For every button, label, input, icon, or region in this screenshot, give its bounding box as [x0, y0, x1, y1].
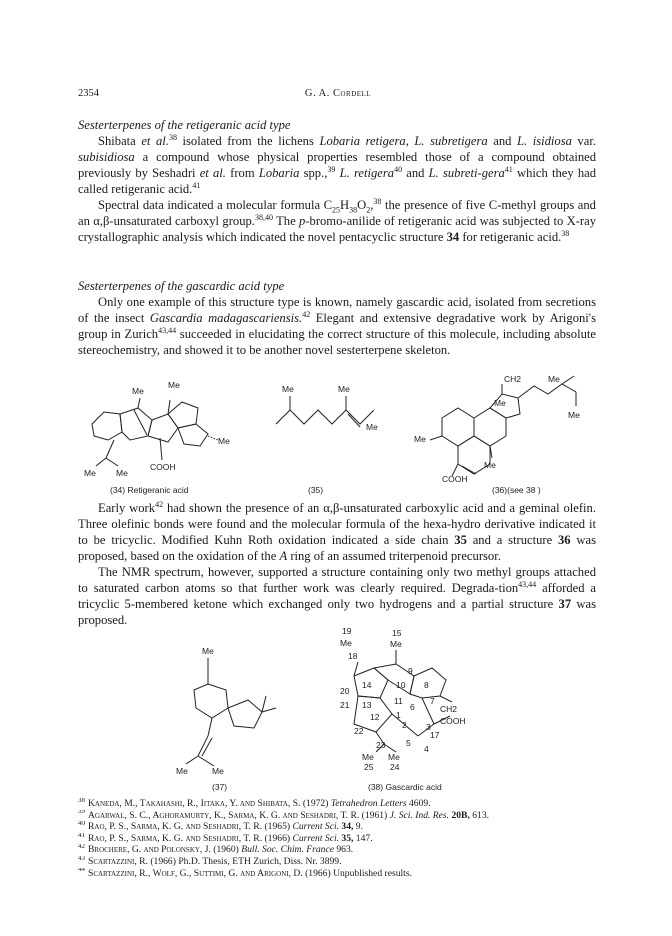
- running-author: G. A. Cordell: [304, 88, 372, 99]
- s38-label: 10: [396, 680, 406, 690]
- s38-label: 21: [340, 700, 350, 710]
- s37-label: Me: [212, 766, 224, 776]
- s36-label: COOH: [442, 474, 468, 482]
- figure-structures-34-36: [78, 374, 596, 482]
- s38-label: Me: [340, 638, 352, 648]
- s38-label: 23: [376, 740, 386, 750]
- s38-label: 11: [394, 696, 403, 706]
- s35-label: Me: [282, 384, 294, 394]
- caption-38: (38) Gascardic acid: [368, 782, 442, 792]
- s38-label: 8: [424, 680, 429, 690]
- section-heading: Sesterterpenes of the retigeranic acid type: [78, 118, 291, 132]
- s34-label: Me: [218, 436, 230, 446]
- s34-label: Me: [132, 386, 144, 396]
- s34-label: Me: [116, 468, 128, 478]
- s38-label: Me: [362, 752, 374, 762]
- s38-label: 24: [390, 762, 400, 772]
- paragraph: Only one example of this structure type is known, namely gascardic acid, isolated from secretions of the insect Gascardia madagascariensis.$^{42}$ Elegant and extensive degradative work by Arigoni's group in Zurich$^{43,44}$ succeeded in elucidating the correct structure of this molecule, including absolute stereochemistry, and showed it to be another novel sesterterpene skeleton.: [78, 295, 596, 357]
- s38-label: 15: [392, 628, 402, 638]
- s38-label: 19: [342, 628, 352, 636]
- section-heading: Sesterterpenes of the gascardic acid type: [78, 279, 285, 293]
- s34-label: Me: [168, 380, 180, 390]
- s38-label: CH2: [440, 704, 458, 714]
- page-number: 2354: [78, 88, 99, 99]
- s36-label: CH2: [504, 374, 522, 384]
- s38-label: 17: [430, 730, 440, 740]
- s38-label: 3: [426, 722, 431, 732]
- s34-label: COOH: [150, 462, 176, 472]
- reference-42: $^{42}$ Brochere, G. and Polonsky, J. (1960) Bull. Soc. Chim. France 963.: [78, 844, 354, 856]
- s37-label: Me: [176, 766, 188, 776]
- caption-36: (36)(see 38 ): [492, 485, 541, 495]
- structure-34: [92, 398, 218, 466]
- reference-44: $^{44}$ Scartazzini, R., Wolf, G., Suttimi, G. and Arigoni, D. (1966) Unpublished results.: [78, 867, 412, 879]
- structure-drawing: [78, 374, 596, 482]
- s35-label: Me: [338, 384, 350, 394]
- s37-label: Me: [202, 646, 214, 656]
- s36-label: Me: [494, 398, 506, 408]
- reference-41: $^{41}$ Rao, P. S., Sarma, K. G. and Seshadri, T. R. (1966) Current Sci. 35, 147.: [78, 832, 373, 844]
- s36-label: Me: [484, 460, 496, 470]
- s38-label: 1: [396, 710, 401, 720]
- paragraph: The NMR spectrum, however, supported a structure containing only two methyl groups attached to saturated carbon atoms so that further work was clearly required. Degrada-tion$^{43,44}$ afforded a tricyclic 5-membered ketone which exchanged only two hydrogens and a partial structure 37 was proposed.: [78, 565, 597, 627]
- section-retigeranic: [78, 117, 596, 245]
- paragraph: Shibata et al.$^{38}$ isolated from the lichens Lobaria retigera, L. subretigera and L. isidiosa var. subisidiosa a compound whose physical properties resembled those of a compound obtained previously by Seshadri et al. from Lobaria spp.,$^{39}$ L. retigera$^{40}$ and L. subreti-gera$^{41}$ which they had called retigeranic acid.$^{41}$: [78, 132, 597, 196]
- reference-40: $^{40}$ Rao, P. S., Sarma, K. G. and Seshadri, T. R. (1965) Current Sci. 34, 9.: [78, 821, 363, 833]
- s38-label: 7: [430, 696, 435, 706]
- s38-label: 12: [370, 712, 380, 722]
- section-discussion: [78, 500, 596, 628]
- caption-37: (37): [212, 782, 228, 792]
- reference-39: $^{39}$ Agarwal, S. C., Aghoramurty, K., Sarma, K. G. and Seshadri, T. R. (1961) J. Sci. Ind. Res. 20B, 613.: [78, 809, 490, 821]
- structure-drawing: [78, 628, 596, 778]
- structure-35: [276, 396, 374, 427]
- figure-structures-37-38: [78, 628, 596, 778]
- s36-label: Me: [568, 410, 580, 420]
- paragraph: Spectral data indicated a molecular formula $C_{25}H_{38}O_2,^{38}$ the presence of five C-methyl groups and an α,β-unsaturated carboxyl group.$^{38,40}$ The p-bromo-anilide of retigeranic acid was subjected to X-ray crystallographic analysis which indicated the novel pentacyclic structure 34 for retigeranic acid.$^{38}$: [78, 196, 596, 244]
- reference-43: $^{43}$ Scartazzini, R. (1966) Ph.D. Thesis, ETH Zurich, Diss. Nr. 3899.: [78, 855, 342, 867]
- s38-label: 4: [424, 744, 429, 754]
- structure-37: [186, 658, 276, 766]
- s38-label: Me: [390, 639, 402, 649]
- s38-label: 20: [340, 686, 350, 696]
- s34-label: Me: [84, 468, 96, 478]
- s38-label: Me: [388, 752, 400, 762]
- caption-35: (35): [308, 485, 324, 495]
- s38-label: 14: [362, 680, 372, 690]
- caption-34: (34) Retigeranic acid: [110, 485, 189, 495]
- s38-label: 22: [354, 726, 364, 736]
- structure-36: [430, 376, 576, 476]
- s36-label: Me: [414, 434, 426, 444]
- s38-label: 13: [362, 700, 372, 710]
- s38-label: COOH: [440, 716, 466, 726]
- paragraph: Early work$^{42}$ had shown the presence of an α,β-unsaturated carboxylic acid and a geminal olefin. Three olefinic bonds were found and the molecular formula of the hexa-hydro derivative indicated it to be tricyclic. Modified Kuhn Roth oxidation indicated a side chain 35 and a structure 36 was proposed, based on the oxidation of the A ring of an assumed triterpenoid precursor.: [78, 499, 596, 563]
- section-gascardic: [78, 278, 596, 358]
- s38-label: 25: [364, 762, 374, 772]
- s38-label: 2: [402, 720, 407, 730]
- s38-label: 18: [348, 651, 358, 661]
- s38-label: 6: [410, 702, 415, 712]
- references: [78, 798, 598, 879]
- s38-label: 5: [406, 738, 411, 748]
- s36-label: Me: [548, 374, 560, 384]
- s38-label: 9: [408, 666, 413, 676]
- reference-38: $^{38}$ Kaneda, M., Takahashi, R., Iitaka, Y. and Shibata, S. (1972) Tetrahedron Letters 4609.: [78, 798, 431, 809]
- s35-label: Me: [366, 422, 378, 432]
